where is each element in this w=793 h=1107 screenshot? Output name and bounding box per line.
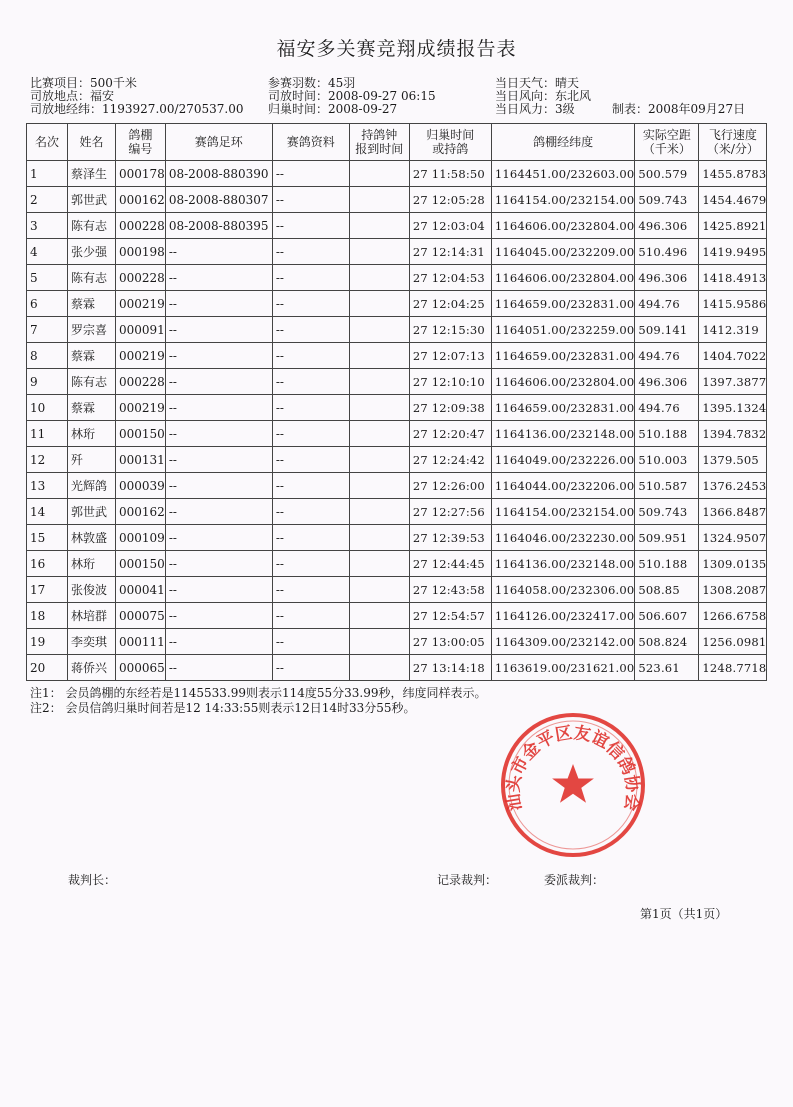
ring-cell: -- [165, 317, 272, 343]
recording-judge-label: 记录裁判： [437, 873, 498, 887]
distance-cell: 510.587 [635, 473, 699, 499]
distance-cell: 494.76 [635, 343, 699, 369]
coords-cell: 1164659.00/232831.00 [491, 343, 635, 369]
table-row [27, 603, 767, 629]
arrival-time-cell: 27 12:15:30 [409, 317, 491, 343]
made-on-date: 制表：2008年09月27日 [612, 102, 746, 116]
loft-id-cell: 000178 [116, 161, 166, 187]
seal-text: 汕头市金平区友谊信鸽协会 [503, 723, 643, 813]
clock-time-cell [349, 369, 409, 395]
clock-time-cell [349, 629, 409, 655]
coords-cell: 1164309.00/232142.00 [491, 629, 635, 655]
rank-cell: 9 [27, 369, 68, 395]
speed-cell: 1404.7022 [699, 343, 767, 369]
ring-cell: -- [165, 343, 272, 369]
arrival-time-cell: 27 12:04:53 [409, 265, 491, 291]
pigeon-info-cell: -- [272, 161, 349, 187]
arrival-time-cell: 27 12:14:31 [409, 239, 491, 265]
arrival-time-cell: 27 12:07:13 [409, 343, 491, 369]
loft-id-cell: 000065 [116, 655, 166, 681]
loft-id-cell: 000198 [116, 239, 166, 265]
rank-cell: 2 [27, 187, 68, 213]
distance-cell: 509.141 [635, 317, 699, 343]
distance-cell: 500.579 [635, 161, 699, 187]
arrival-time-cell: 27 12:05:28 [409, 187, 491, 213]
ring-cell: -- [165, 577, 272, 603]
ring-cell: 08-2008-880390 [165, 161, 272, 187]
delegated-judge-label: 委派裁判： [544, 873, 605, 887]
clock-time-cell [349, 161, 409, 187]
loft-id-cell: 000075 [116, 603, 166, 629]
arrival-time-cell: 27 12:04:25 [409, 291, 491, 317]
speed-cell: 1266.6758 [699, 603, 767, 629]
rank-cell: 8 [27, 343, 68, 369]
distance-cell: 510.188 [635, 421, 699, 447]
distance-cell: 509.743 [635, 499, 699, 525]
pigeon-info-cell: -- [272, 317, 349, 343]
loft-id-cell: 000109 [116, 525, 166, 551]
seal-star-icon [552, 764, 594, 803]
release-coords: 司放地经纬：1193927.00/270537.00 [30, 102, 244, 116]
arrival-time-cell: 27 12:27:56 [409, 499, 491, 525]
name-cell: 林珩 [68, 551, 116, 577]
pigeon-info-cell: -- [272, 343, 349, 369]
speed-cell: 1309.0135 [699, 551, 767, 577]
rank-cell: 7 [27, 317, 68, 343]
wind-direction: 当日风向：东北风 [495, 89, 592, 103]
clock-time-cell [349, 187, 409, 213]
ring-cell: -- [165, 629, 272, 655]
pigeon-info-cell: -- [272, 525, 349, 551]
table-row [27, 161, 767, 187]
rank-cell: 15 [27, 525, 68, 551]
coords-cell: 1164044.00/232206.00 [491, 473, 635, 499]
arrival-time-cell: 27 12:43:58 [409, 577, 491, 603]
ring-cell: -- [165, 603, 272, 629]
loft-id-cell: 000219 [116, 343, 166, 369]
distance-cell: 510.188 [635, 551, 699, 577]
ring-cell: -- [165, 421, 272, 447]
association-seal [500, 712, 646, 858]
name-cell: 陈有志 [68, 265, 116, 291]
arrival-time-cell: 27 12:39:53 [409, 525, 491, 551]
ring-cell: 08-2008-880395 [165, 213, 272, 239]
name-cell: 罗宗喜 [68, 317, 116, 343]
coords-cell: 1164058.00/232306.00 [491, 577, 635, 603]
column-header: 飞行速度 （米/分） [699, 124, 767, 161]
arrival-time-cell: 27 11:58:50 [409, 161, 491, 187]
table-body [27, 161, 767, 681]
clock-time-cell [349, 447, 409, 473]
loft-id-cell: 000041 [116, 577, 166, 603]
table-row [27, 369, 767, 395]
distance-cell: 508.824 [635, 629, 699, 655]
name-cell: 陈有志 [68, 369, 116, 395]
clock-time-cell [349, 655, 409, 681]
ring-cell: -- [165, 655, 272, 681]
weather: 当日天气：晴天 [495, 76, 580, 90]
wind-force: 当日风力：3级 [495, 102, 575, 116]
name-cell: 陈有志 [68, 213, 116, 239]
table-row [27, 499, 767, 525]
ring-cell: -- [165, 291, 272, 317]
rank-cell: 14 [27, 499, 68, 525]
rank-cell: 1 [27, 161, 68, 187]
release-place: 司放地点：福安 [30, 89, 115, 103]
ring-cell: -- [165, 239, 272, 265]
clock-time-cell [349, 577, 409, 603]
speed-cell: 1412.319 [699, 317, 767, 343]
name-cell: 蒋侨兴 [68, 655, 116, 681]
pigeon-info-cell: -- [272, 447, 349, 473]
speed-cell: 1425.8921 [699, 213, 767, 239]
distance-cell: 510.496 [635, 239, 699, 265]
name-cell: 蔡霖 [68, 343, 116, 369]
name-cell: 蔡泽生 [68, 161, 116, 187]
name-cell: 郭世武 [68, 187, 116, 213]
coords-cell: 1164045.00/232209.00 [491, 239, 635, 265]
table-row [27, 239, 767, 265]
name-cell: 郭世武 [68, 499, 116, 525]
meta-middle [268, 77, 436, 116]
pigeon-info-cell: -- [272, 213, 349, 239]
loft-id-cell: 000162 [116, 187, 166, 213]
loft-id-cell: 000150 [116, 551, 166, 577]
entries-count: 参赛羽数：45羽 [268, 76, 356, 90]
clock-time-cell [349, 213, 409, 239]
rank-cell: 12 [27, 447, 68, 473]
coords-cell: 1164451.00/232603.00 [491, 161, 635, 187]
page-title: 福安多关赛竞翔成绩报告表 [276, 38, 517, 60]
loft-id-cell: 000091 [116, 317, 166, 343]
coords-cell: 1163619.00/231621.00 [491, 655, 635, 681]
speed-cell: 1366.8487 [699, 499, 767, 525]
clock-time-cell [349, 343, 409, 369]
note-1: 注1： 会员鸽棚的东经若是1145533.99则表示114度55分33.99秒，纬度同样表示。 [30, 686, 487, 700]
column-header: 实际空距 （千米） [635, 124, 699, 161]
table-row [27, 447, 767, 473]
notes [30, 686, 487, 716]
arrival-time-cell: 27 12:09:38 [409, 395, 491, 421]
table-row [27, 473, 767, 499]
clock-time-cell [349, 525, 409, 551]
loft-id-cell: 000228 [116, 369, 166, 395]
pigeon-info-cell: -- [272, 291, 349, 317]
page-number: 第1页（共1页） [640, 907, 728, 921]
rank-cell: 6 [27, 291, 68, 317]
loft-id-cell: 000162 [116, 499, 166, 525]
coords-cell: 1164606.00/232804.00 [491, 213, 635, 239]
table-row [27, 577, 767, 603]
coords-cell: 1164154.00/232154.00 [491, 499, 635, 525]
table-row [27, 395, 767, 421]
clock-time-cell [349, 499, 409, 525]
results-table [26, 123, 767, 681]
rank-cell: 5 [27, 265, 68, 291]
name-cell: 李奕琪 [68, 629, 116, 655]
clock-time-cell [349, 603, 409, 629]
column-header: 持鸽钟 报到时间 [349, 124, 409, 161]
ring-cell: -- [165, 395, 272, 421]
coords-cell: 1164051.00/232259.00 [491, 317, 635, 343]
meta-right [495, 77, 591, 116]
pigeon-info-cell: -- [272, 187, 349, 213]
loft-id-cell: 000228 [116, 265, 166, 291]
table-row [27, 343, 767, 369]
coords-cell: 1164136.00/232148.00 [491, 551, 635, 577]
name-cell: 蔡霖 [68, 291, 116, 317]
speed-cell: 1379.505 [699, 447, 767, 473]
coords-cell: 1164154.00/232154.00 [491, 187, 635, 213]
release-time: 司放时间：2008-09-27 06:15 [268, 89, 436, 103]
name-cell: 张俊波 [68, 577, 116, 603]
distance-cell: 494.76 [635, 395, 699, 421]
name-cell: 林培群 [68, 603, 116, 629]
coords-cell: 1164126.00/232417.00 [491, 603, 635, 629]
speed-cell: 1376.2453 [699, 473, 767, 499]
ring-cell: -- [165, 447, 272, 473]
rank-cell: 17 [27, 577, 68, 603]
speed-cell: 1397.3877 [699, 369, 767, 395]
loft-id-cell: 000219 [116, 395, 166, 421]
coords-cell: 1164136.00/232148.00 [491, 421, 635, 447]
pigeon-info-cell: -- [272, 629, 349, 655]
rank-cell: 18 [27, 603, 68, 629]
return-time: 归巢时间：2008-09-27 [268, 102, 398, 116]
clock-time-cell [349, 551, 409, 577]
name-cell: 林敦盛 [68, 525, 116, 551]
name-cell: 光辉鸽 [68, 473, 116, 499]
note-2: 注2： 会员信鸽归巢时间若是12 14:33:55则表示12日14时33分55秒。 [30, 701, 416, 715]
rank-cell: 4 [27, 239, 68, 265]
coords-cell: 1164659.00/232831.00 [491, 395, 635, 421]
name-cell: 林珩 [68, 421, 116, 447]
column-header: 归巢时间 或持鸽 [409, 124, 491, 161]
column-header: 鸽棚经纬度 [491, 124, 635, 161]
ring-cell: -- [165, 473, 272, 499]
arrival-time-cell: 27 12:54:57 [409, 603, 491, 629]
distance-cell: 494.76 [635, 291, 699, 317]
table-header-row [27, 124, 767, 161]
speed-cell: 1308.2087 [699, 577, 767, 603]
arrival-time-cell: 27 12:24:42 [409, 447, 491, 473]
rank-cell: 20 [27, 655, 68, 681]
distance-cell: 523.61 [635, 655, 699, 681]
distance-cell: 496.306 [635, 369, 699, 395]
table-row [27, 629, 767, 655]
clock-time-cell [349, 239, 409, 265]
pigeon-info-cell: -- [272, 395, 349, 421]
distance-cell: 509.743 [635, 187, 699, 213]
rank-cell: 11 [27, 421, 68, 447]
distance-cell: 508.85 [635, 577, 699, 603]
column-header: 赛鸽足环 [165, 124, 272, 161]
pigeon-info-cell: -- [272, 473, 349, 499]
pigeon-info-cell: -- [272, 577, 349, 603]
speed-cell: 1418.4913 [699, 265, 767, 291]
ring-cell: -- [165, 551, 272, 577]
pigeon-info-cell: -- [272, 603, 349, 629]
clock-time-cell [349, 265, 409, 291]
clock-time-cell [349, 421, 409, 447]
loft-id-cell: 000131 [116, 447, 166, 473]
column-header: 赛鸽资料 [272, 124, 349, 161]
meta-left [30, 77, 243, 116]
speed-cell: 1395.1324 [699, 395, 767, 421]
table-row [27, 291, 767, 317]
arrival-time-cell: 27 12:44:45 [409, 551, 491, 577]
ring-cell: -- [165, 369, 272, 395]
coords-cell: 1164606.00/232804.00 [491, 369, 635, 395]
pigeon-info-cell: -- [272, 239, 349, 265]
pigeon-info-cell: -- [272, 551, 349, 577]
arrival-time-cell: 27 12:10:10 [409, 369, 491, 395]
table-row [27, 655, 767, 681]
arrival-time-cell: 27 13:00:05 [409, 629, 491, 655]
speed-cell: 1419.9495 [699, 239, 767, 265]
name-cell: 张少强 [68, 239, 116, 265]
pigeon-info-cell: -- [272, 499, 349, 525]
table-row [27, 213, 767, 239]
arrival-time-cell: 27 12:26:00 [409, 473, 491, 499]
speed-cell: 1455.8783 [699, 161, 767, 187]
table-row [27, 525, 767, 551]
project-label: 比赛项目：500千米 [30, 76, 137, 90]
coords-cell: 1164659.00/232831.00 [491, 291, 635, 317]
rank-cell: 13 [27, 473, 68, 499]
arrival-time-cell: 27 12:03:04 [409, 213, 491, 239]
coords-cell: 1164049.00/232226.00 [491, 447, 635, 473]
ring-cell: -- [165, 525, 272, 551]
table-row [27, 551, 767, 577]
pigeon-info-cell: -- [272, 369, 349, 395]
speed-cell: 1248.7718 [699, 655, 767, 681]
distance-cell: 496.306 [635, 265, 699, 291]
table-row [27, 265, 767, 291]
arrival-time-cell: 27 13:14:18 [409, 655, 491, 681]
rank-cell: 10 [27, 395, 68, 421]
loft-id-cell: 000111 [116, 629, 166, 655]
rank-cell: 16 [27, 551, 68, 577]
ring-cell: 08-2008-880307 [165, 187, 272, 213]
pigeon-info-cell: -- [272, 655, 349, 681]
name-cell: 歼 [68, 447, 116, 473]
name-cell: 蔡霖 [68, 395, 116, 421]
distance-cell: 509.951 [635, 525, 699, 551]
table-row [27, 421, 767, 447]
loft-id-cell: 000228 [116, 213, 166, 239]
speed-cell: 1454.4679 [699, 187, 767, 213]
coords-cell: 1164606.00/232804.00 [491, 265, 635, 291]
coords-cell: 1164046.00/232230.00 [491, 525, 635, 551]
pigeon-info-cell: -- [272, 265, 349, 291]
distance-cell: 510.003 [635, 447, 699, 473]
column-header: 鸽棚 编号 [116, 124, 166, 161]
speed-cell: 1394.7832 [699, 421, 767, 447]
pigeon-info-cell: -- [272, 421, 349, 447]
table-row [27, 317, 767, 343]
table-row [27, 187, 767, 213]
loft-id-cell: 000039 [116, 473, 166, 499]
rank-cell: 3 [27, 213, 68, 239]
clock-time-cell [349, 473, 409, 499]
ring-cell: -- [165, 265, 272, 291]
loft-id-cell: 000150 [116, 421, 166, 447]
rank-cell: 19 [27, 629, 68, 655]
speed-cell: 1256.0981 [699, 629, 767, 655]
speed-cell: 1324.9507 [699, 525, 767, 551]
arrival-time-cell: 27 12:20:47 [409, 421, 491, 447]
clock-time-cell [349, 291, 409, 317]
column-header: 姓名 [68, 124, 116, 161]
distance-cell: 496.306 [635, 213, 699, 239]
loft-id-cell: 000219 [116, 291, 166, 317]
distance-cell: 506.607 [635, 603, 699, 629]
column-header: 名次 [27, 124, 68, 161]
ring-cell: -- [165, 499, 272, 525]
chief-judge-label: 裁判长： [68, 873, 117, 887]
clock-time-cell [349, 317, 409, 343]
speed-cell: 1415.9586 [699, 291, 767, 317]
clock-time-cell [349, 395, 409, 421]
